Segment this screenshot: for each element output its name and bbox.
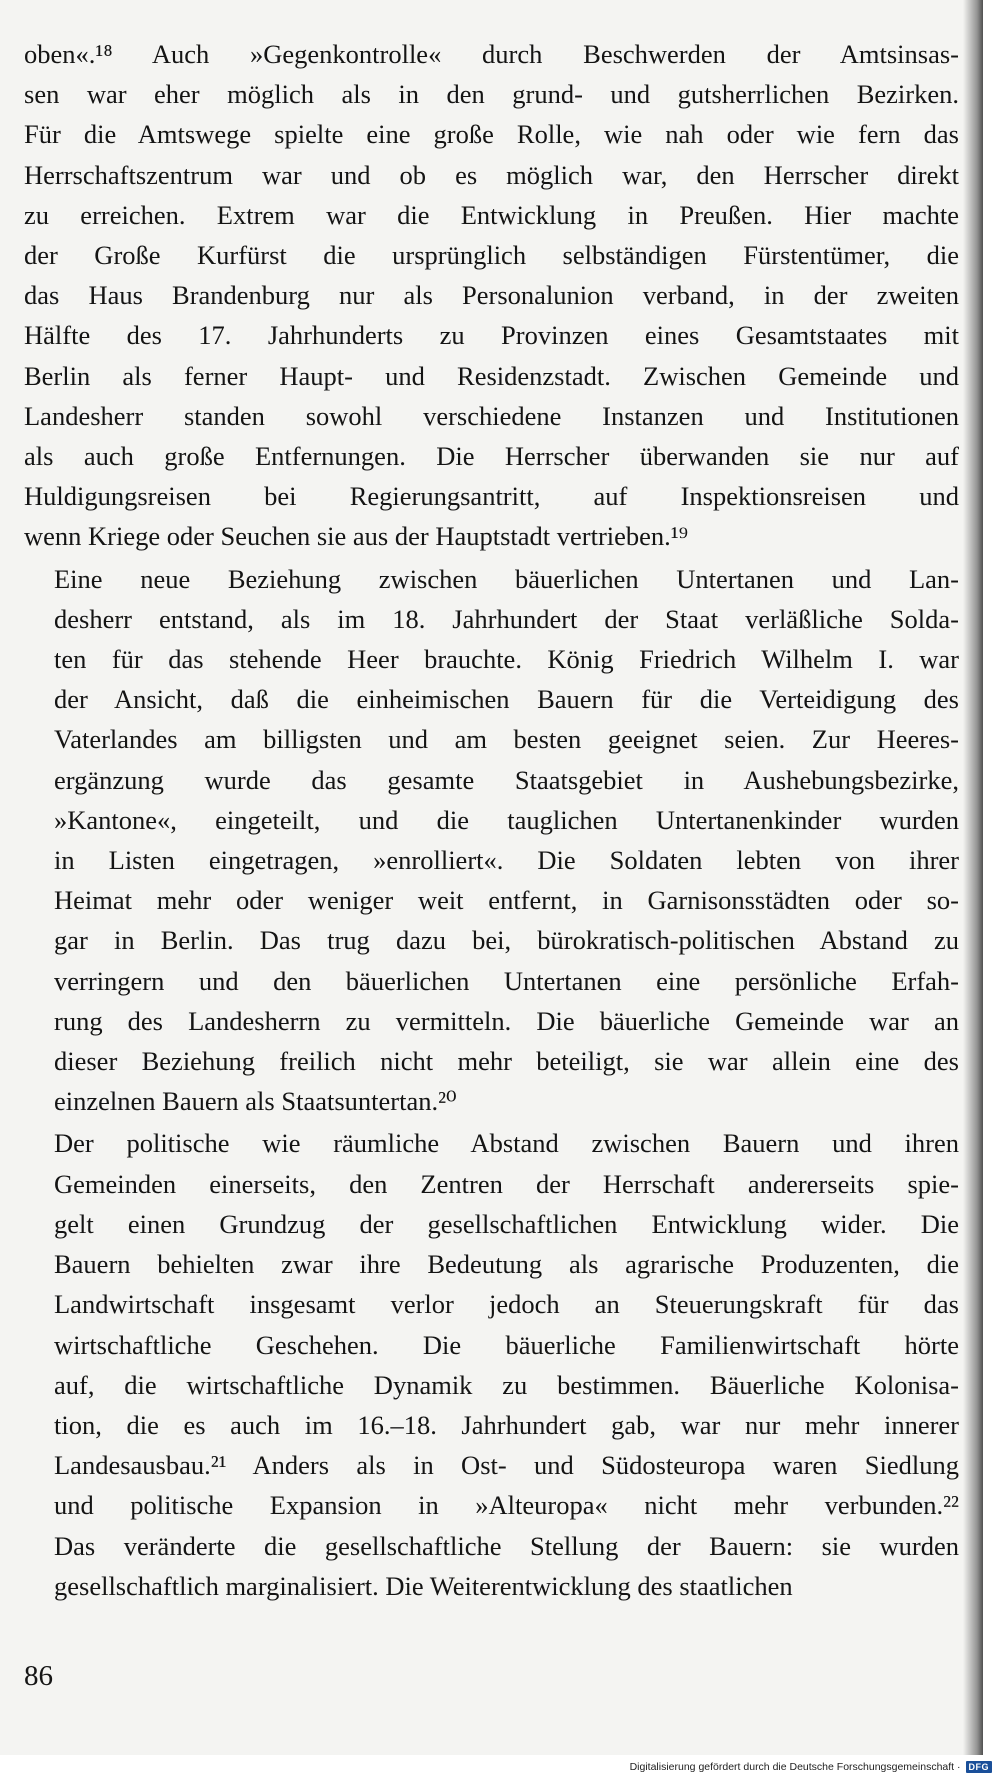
text-line: Der politische wie räumliche Abstand zwischen Bauern und ihren	[54, 1128, 959, 1159]
text-line: Landesherr standen sowohl verschiedene Instanzen und Institutionen	[24, 400, 959, 431]
text-line: Heimat mehr oder weniger weit entfernt, in Garnisonsstädten oder so-	[54, 885, 959, 916]
text-line: Huldigungsreisen bei Regierungsantritt, auf Inspektionsreisen und	[24, 481, 959, 512]
text-line: ten für das stehende Heer brauchte. König Friedrich Wilhelm I. war	[54, 644, 959, 675]
text-line: der Große Kurfürst die ursprünglich selbständigen Fürstentümer, die	[24, 240, 959, 271]
page-edge-shadow	[963, 0, 983, 1760]
text-line: desherr entstand, als im 18. Jahrhundert der Staat verläßliche Solda-	[54, 603, 959, 634]
text-line: Gemeinden einerseits, den Zentren der Herrschaft andererseits spie-	[54, 1168, 959, 1199]
text-line: Landwirtschaft insgesamt verlor jedoch an Steuerungskraft für das	[54, 1289, 959, 1320]
text-line: der Ansicht, daß die einheimischen Bauern für die Verteidigung des	[54, 684, 959, 715]
text-line: wirtschaftliche Geschehen. Die bäuerliche Familienwirtschaft hörte	[54, 1329, 959, 1360]
text-line: einzelnen Bauern als Staatsuntertan.²⁰	[54, 1086, 457, 1117]
text-line: gar in Berlin. Das trug dazu bei, bürokratisch-politischen Abstand zu	[54, 925, 959, 956]
text-line: zu erreichen. Extrem war die Entwicklung in Preußen. Hier machte	[24, 199, 959, 230]
digitization-credit	[630, 1761, 992, 1773]
text-line: gesellschaftlich marginalisiert. Die Weiterentwicklung des staatlichen	[54, 1570, 793, 1601]
text-line: Landesausbau.²¹ Anders als in Ost- und Südosteuropa waren Siedlung	[54, 1450, 959, 1481]
text-line: wenn Kriege oder Seuchen sie aus der Hauptstadt vertrieben.¹⁹	[24, 521, 688, 552]
text-line: das Haus Brandenburg nur als Personalunion verband, in der zweiten	[24, 280, 959, 311]
credit-text: Digitalisierung gefördert durch die Deutsche Forschungsgemeinschaft ·	[629, 1761, 961, 1773]
text-line: Eine neue Beziehung zwischen bäuerlichen Untertanen und Lan-	[54, 563, 959, 594]
text-line: als auch große Entfernungen. Die Herrscher überwanden sie nur auf	[24, 441, 959, 472]
text-line: Das veränderte die gesellschaftliche Stellung der Bauern: sie wurden	[54, 1530, 959, 1561]
paragraph	[24, 1123, 959, 1605]
paragraph	[24, 559, 959, 1122]
text-line: tion, die es auch im 16.–18. Jahrhundert gab, war nur mehr innerer	[54, 1409, 959, 1440]
dfg-logo: DFG	[966, 1761, 993, 1773]
text-line: Berlin als ferner Haupt- und Residenzstadt. Zwischen Gemeinde und	[24, 360, 959, 391]
text-line: gelt einen Grundzug der gesellschaftlichen Entwicklung wider. Die	[54, 1208, 959, 1239]
page-number: 86	[24, 1660, 53, 1692]
text-line: sen war eher möglich als in den grund- und gutsherrlichen Bezirken.	[24, 79, 959, 110]
body-text	[24, 34, 959, 1606]
text-line: oben«.¹⁸ Auch »Gegenkontrolle« durch Beschwerden der Amtsinsas-	[24, 39, 959, 69]
text-line: verringern und den bäuerlichen Untertanen eine persönliche Erfah-	[54, 965, 959, 996]
text-line: rung des Landesherrn zu vermitteln. Die bäuerliche Gemeinde war an	[54, 1005, 959, 1036]
text-line: Hälfte des 17. Jahrhunderts zu Provinzen eines Gesamtstaates mit	[24, 320, 959, 351]
text-line: Für die Amtswege spielte eine große Rolle, wie nah oder wie fern das	[24, 119, 959, 150]
text-line: und politische Expansion in »Alteuropa« nicht mehr verbunden.²²	[54, 1490, 959, 1521]
text-line: ergänzung wurde das gesamte Staatsgebiet in Aushebungsbezirke,	[54, 764, 959, 795]
text-line: Herrschaftszentrum war und ob es möglich war, den Herrscher direkt	[24, 159, 959, 190]
text-line: in Listen eingetragen, »enrolliert«. Die Soldaten lebten von ihrer	[54, 845, 959, 876]
text-line: dieser Beziehung freilich nicht mehr beteiligt, sie war allein eine des	[54, 1046, 959, 1077]
text-line: Bauern behielten zwar ihre Bedeutung als agrarische Produzenten, die	[54, 1249, 959, 1280]
text-line: auf, die wirtschaftliche Dynamik zu bestimmen. Bäuerliche Kolonisa-	[54, 1369, 959, 1400]
text-line: »Kantone«, eingeteilt, und die tauglichen Untertanenkinder wurden	[54, 804, 959, 835]
text-line: Vaterlandes am billigsten und am besten geeignet seien. Zur Heeres-	[54, 724, 959, 755]
paragraph	[24, 34, 959, 557]
